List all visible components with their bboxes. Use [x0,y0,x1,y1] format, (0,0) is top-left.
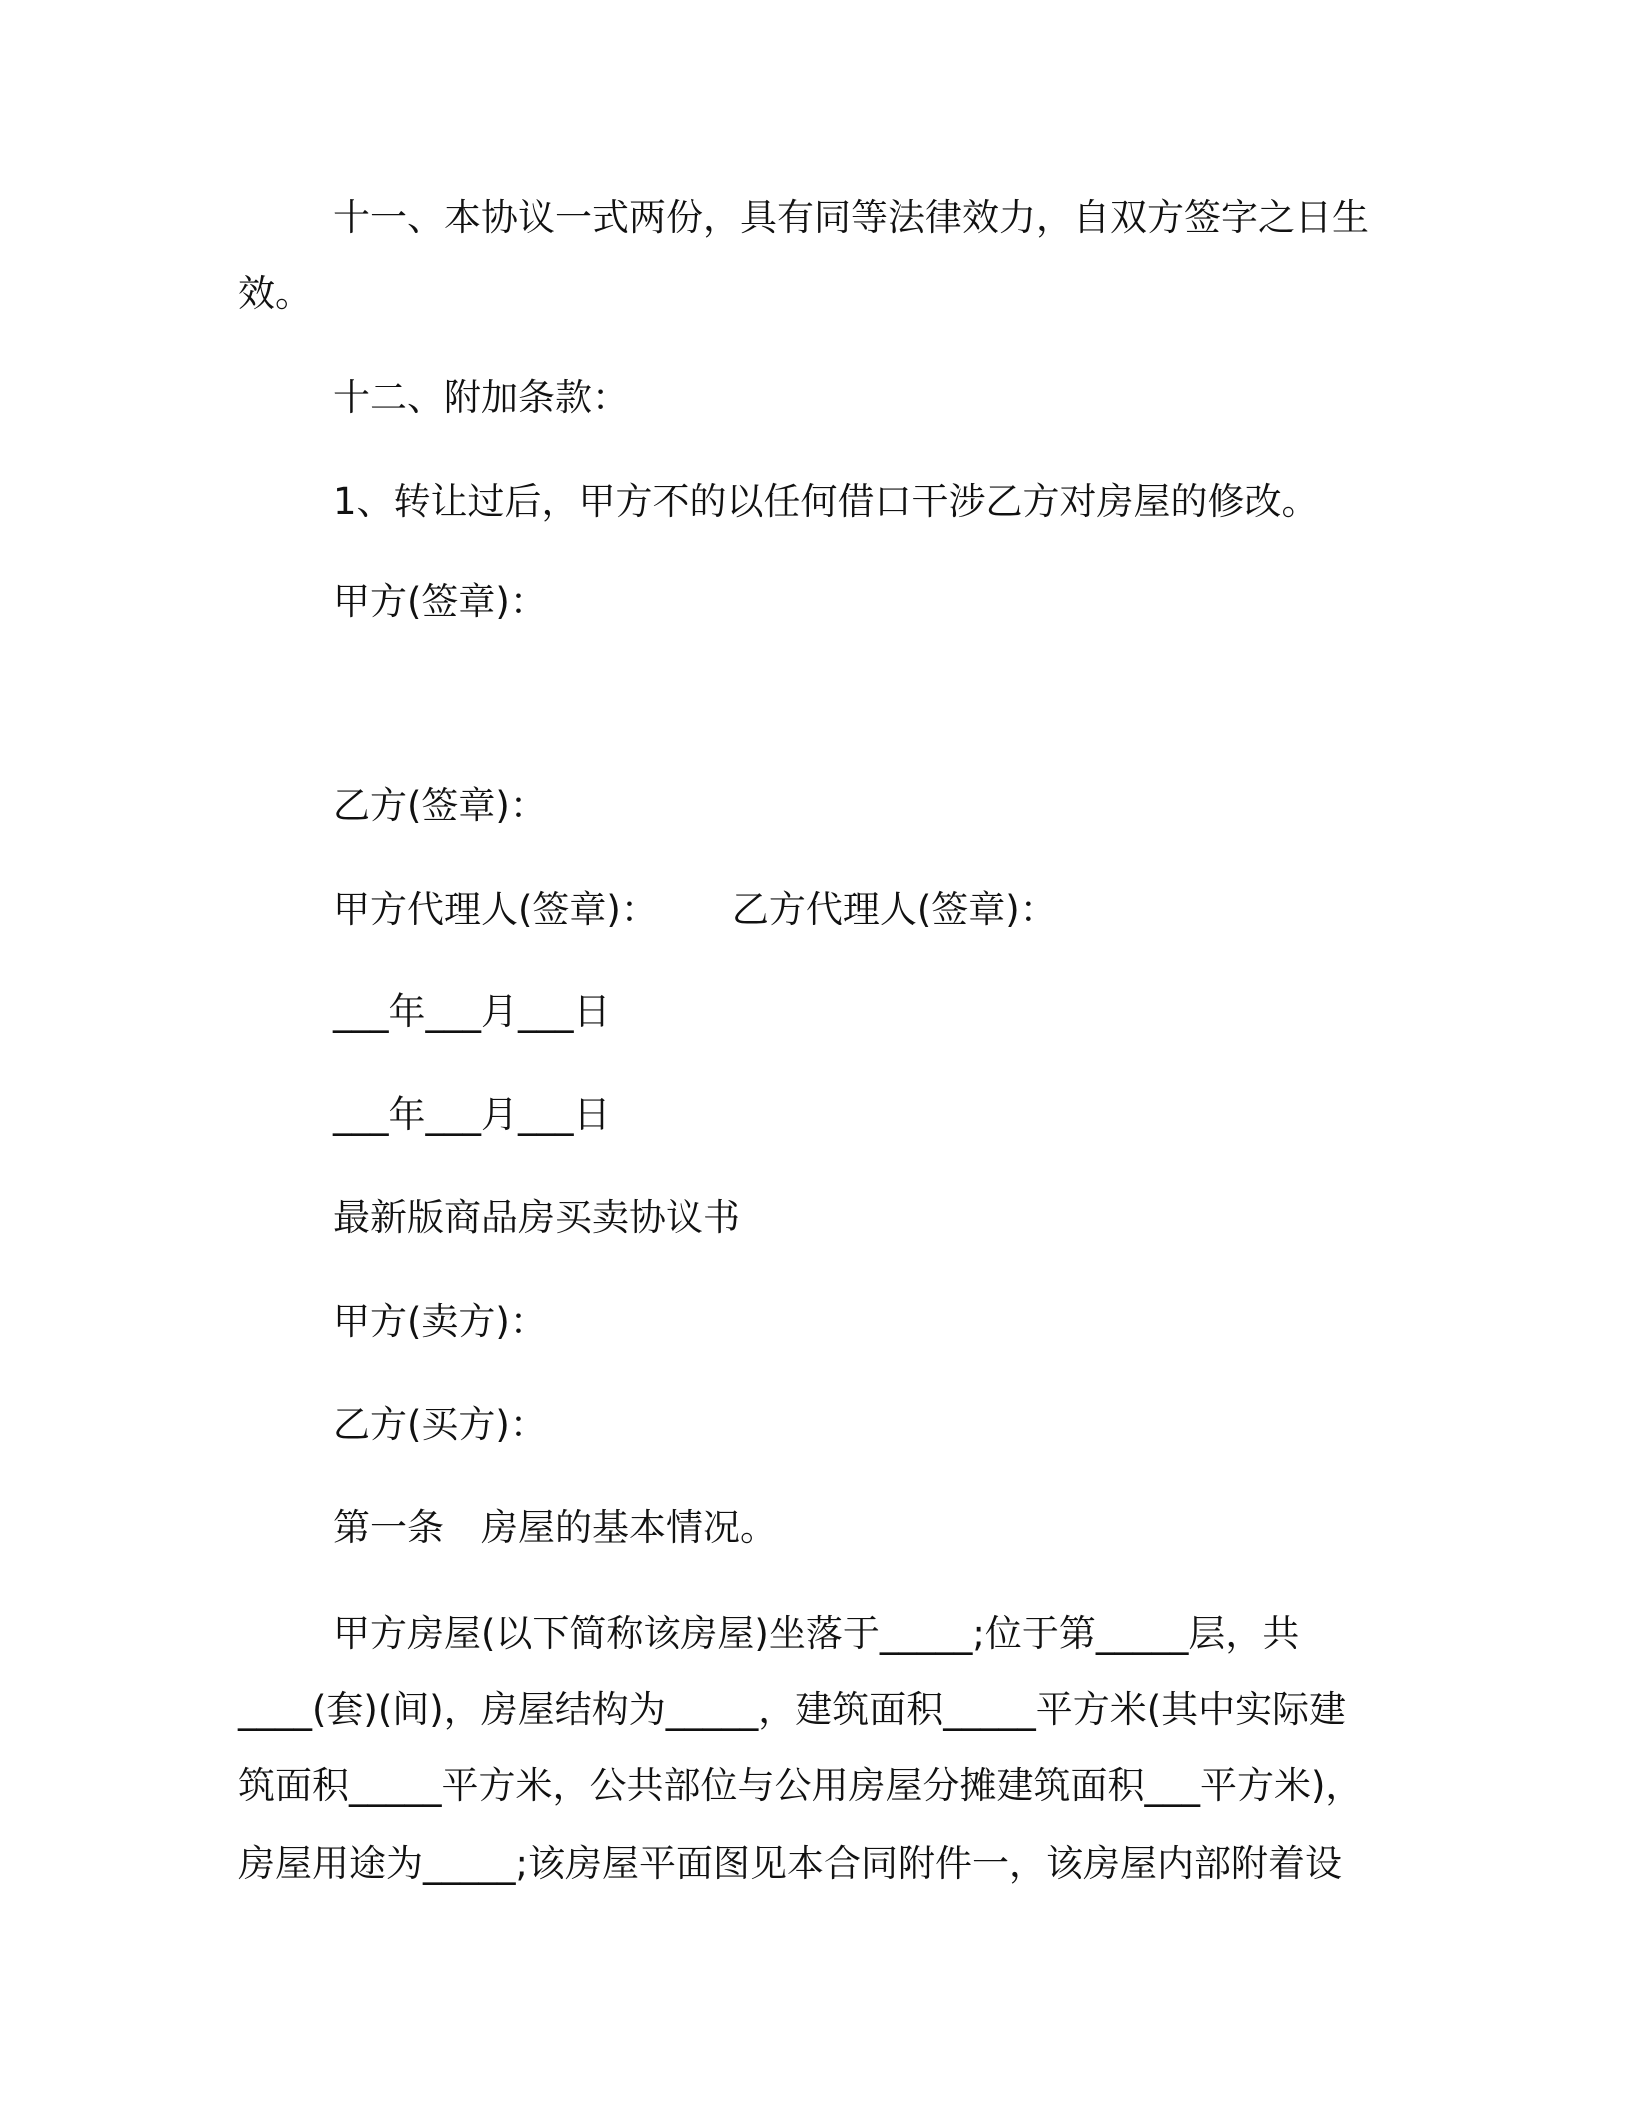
date-line-2: ___年___月___日 [333,1093,611,1136]
party-b-signature-label: 乙方(签章)： [333,784,547,827]
clause-11-line-2: 效。 [238,272,312,315]
clause-12-item-1: 1、转让过后，甲方不的以任何借口干涉乙方对房屋的修改。 [333,480,1319,523]
buyer-label: 乙方(买方)： [333,1403,547,1446]
party-a-agent-label: 甲方代理人(签章)： [333,888,658,931]
article-1-line-3: 筑面积_____平方米，公共部位与公用房屋分摊建筑面积___平方米)， [238,1764,1363,1807]
clause-12-heading: 十二、附加条款： [333,376,629,419]
article-1-line-4: 房屋用途为_____;该房屋平面图见本合同附件一，该房屋内部附着设 [238,1842,1342,1885]
party-a-signature-label: 甲方(签章)： [333,580,547,623]
article-1-line-2: ____(套)(间)，房屋结构为_____，建筑面积_____平方米(其中实际建 [238,1688,1347,1731]
clause-11-line-1: 十一、本协议一式两份，具有同等法律效力，自双方签字之日生 [333,196,1369,239]
date-line-1: ___年___月___日 [333,990,611,1033]
article-1-line-1: 甲方房屋(以下简称该房屋)坐落于_____;位于第_____层，共 [333,1612,1300,1655]
agent-signature-row [333,888,1057,932]
party-b-agent-label: 乙方代理人(签章)： [731,888,1057,931]
seller-label: 甲方(卖方)： [333,1300,547,1343]
article-1-heading: 第一条 房屋的基本情况。 [333,1506,777,1549]
agreement-title: 最新版商品房买卖协议书 [333,1196,740,1239]
